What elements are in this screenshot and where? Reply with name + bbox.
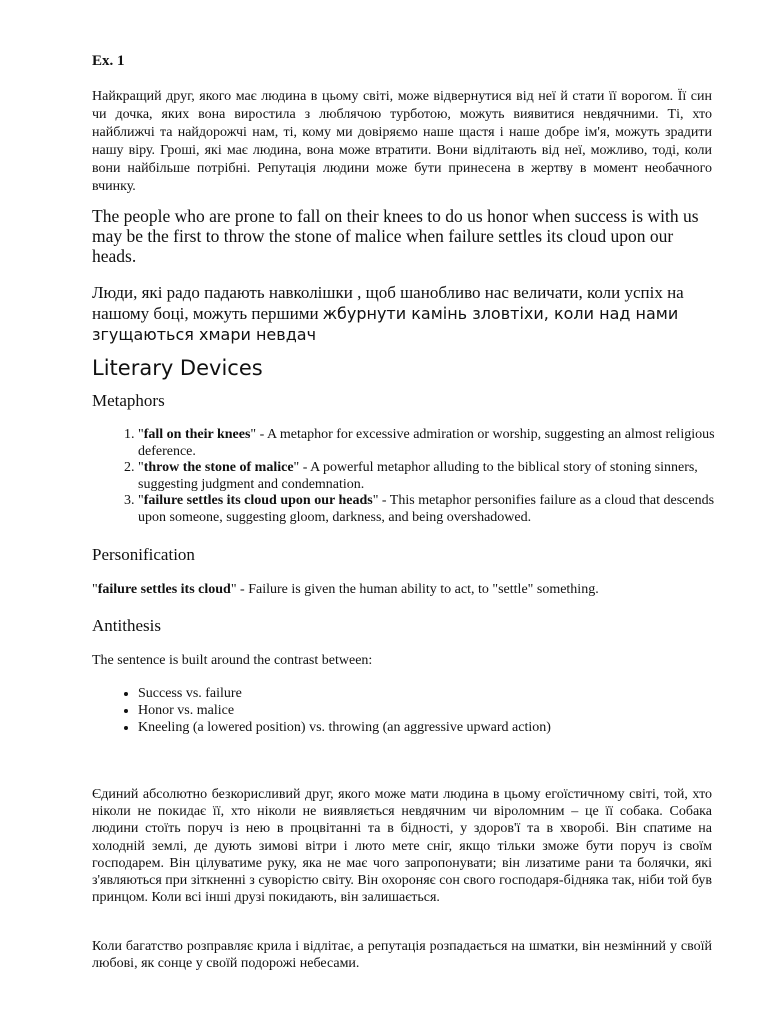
antithesis-list	[92, 685, 551, 736]
quote-ukrainian-part-1: Люди, які радо падають навколішки , щоб шанобливо нас величати, коли успіх на нашому боці, можуть першими	[92, 283, 684, 323]
metaphor-item	[138, 427, 733, 460]
quote-ukrainian	[92, 283, 717, 346]
personification-description: " - Failure is given the human ability to act, to "settle" something.	[230, 582, 599, 597]
metaphor-description: " - A powerful metaphor alluding to the biblical story of stoning sinners, suggesting judgment and condemnation.	[138, 460, 698, 492]
personification-text	[92, 581, 712, 599]
metaphors-heading: Metaphors	[92, 391, 165, 410]
paragraph-uk-1: Найкращий друг, якого має людина в цьому світі, може відвернутися від неї й стати її ворогом. Її син чи дочка, яких вона виростила з люблячою турботою, можуть виявитися невдячними. Ті, хто найближчі та найдорожчі нам, ті, кому ми довіряємо наше щастя і наше добре ім'я, можуть зрадити нашу віру. Гроші, які має людина, вона може втратити. Вони відлітають від неї, можливо, тоді, коли вони найбільше потрібні. Репутація людини може бути принесена в жертву в момент необачного вчинку.	[92, 89, 712, 194]
antithesis-item: • Honor vs. malice	[138, 702, 551, 719]
metaphor-description: " - A metaphor for excessive admiration or worship, suggesting an almost religious deference.	[138, 427, 715, 459]
quote-ukrainian-part-2: жбурнути камінь зловтіхи, коли над нами згущаються хмари невдач	[92, 304, 679, 344]
antithesis-item: • Kneeling (a lowered position) vs. throwing (an aggressive upward action)	[138, 719, 551, 736]
quote-english: The people who are prone to fall on their knees to do us honor when success is with us may be the first to throw the stone of malice when failure settles its cloud upon our heads.	[92, 206, 699, 266]
metaphor-list	[92, 427, 733, 526]
antithesis-heading: Antithesis	[92, 616, 161, 635]
quote-mark: "	[138, 493, 144, 508]
metaphor-item	[138, 493, 733, 526]
metaphor-description: " - This metaphor personifies failure as a cloud that descends upon someone, suggesting gloom, darkness, and being overshadowed.	[138, 493, 715, 525]
paragraph-uk-2: Єдиний абсолютно безкорисливий друг, якого може мати людина в цьому егоїстичному світі, той, хто ніколи не покидає її, хто ніколи не виявляється невдячним чи віроломним – це її собака. Собака людини стоїть поруч із нею в процвітанні та в бідності, у здоров'ї та в хворобі. Він спатиме на холодній землі, де дують зимові вітри і люто мете сніг, якщо тільки зможе бути поруч із своїм господарем. Він цілуватиме руку, яка не має чого запропонувати; він лизатиме рани та болячки, які з'являються при зіткненні з суворістю світу. Він охороняє сон свого господаря-бідняка так, ніби той був принцом. Коли всі інші друзі покидають, він залишається.	[92, 787, 712, 906]
metaphor-phrase: fall on their knees	[143, 427, 251, 442]
antithesis-intro: The sentence is built around the contrast between:	[92, 653, 373, 668]
exercise-title: Ex. 1	[92, 53, 125, 69]
paragraph-uk-3: Коли багатство розправляє крила і відлітає, а репутація розпадається на шматки, він незмінний у своїй любові, як сонце у своїй подорожі небесами.	[92, 939, 712, 972]
metaphor-phrase: throw the stone of malice	[143, 460, 294, 475]
antithesis-item: • Success vs. failure	[138, 685, 551, 702]
quote-mark: "	[138, 427, 144, 442]
quote-mark: "	[92, 582, 98, 597]
literary-devices-heading: Literary Devices	[92, 356, 263, 380]
personification-heading: Personification	[92, 545, 195, 564]
personification-phrase: failure settles its cloud	[97, 582, 231, 597]
quote-mark: "	[138, 460, 144, 475]
metaphor-phrase: failure settles its cloud upon our heads	[143, 493, 373, 508]
metaphor-item	[138, 460, 733, 493]
